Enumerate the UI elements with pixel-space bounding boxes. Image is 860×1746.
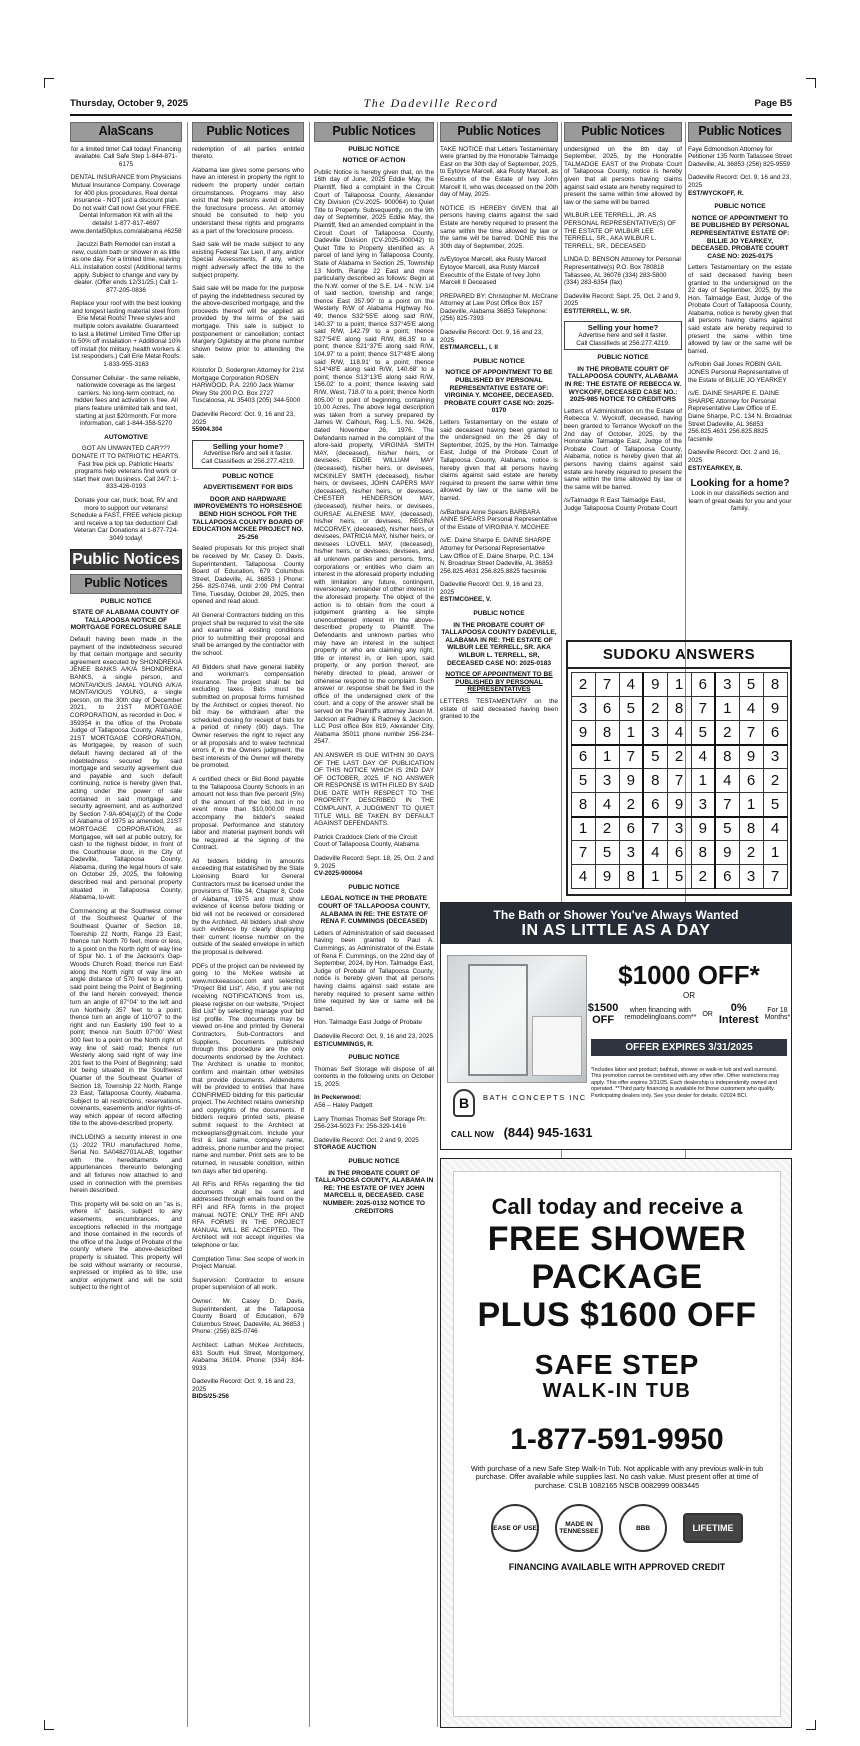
sudoku-cell: 1 (763, 841, 787, 865)
notice-text: Said sale will be made for the purpose of paying the indebtedness secured by the above-described mortgage, and the proceeds thereof will be applied as provided by the terms of the said mortgage. This sale is subject to postponement or cancellation; contact Margery Ogletsby at the phone number shown below prior to attending the sale. (192, 285, 304, 361)
category-heading: AUTOMOTIVE (104, 433, 148, 441)
ad-text: Consumer Cellular - the same reliable, nationwide coverage as the largest carriers. No long-term contract, no hidden fees and activation is free. All plans feature unlimited talk and text, starting at just $20/month. For more information, call 1-844-358-5270 (71, 374, 181, 428)
crop-mark-top-right (806, 78, 816, 88)
sudoku-cell: 3 (667, 817, 691, 841)
sudoku-cell: 1 (571, 817, 595, 841)
sudoku-cell: 8 (595, 721, 619, 745)
notice-text: A certified check or Bid Bond payable to the Tallapoosa County Schools in an amount not less than five percent (5%) of the amount of the bid, but in no event more than $10,000.00 must accompany the bidder's sealed proposal. Performance and statutory labor and material payment bonds will be required at the signing of the Contract. (192, 775, 304, 852)
sudoku-cell: 7 (715, 793, 739, 817)
sudoku-cell: 2 (619, 793, 643, 817)
notice-signature: PREPARED BY: Christopher M. McCrane Attorney at Law Post Office Box 157 Dadeville, Alabama 36853 Telephone: (256) 825-7393 (440, 292, 558, 323)
publication-dates: Dadeville Record: Oct. 9, 16 and 23, 2025 (192, 1378, 296, 1393)
bath-ad-phone: (844) 945-1631 (503, 1125, 593, 1140)
notice-label: PUBLIC NOTICE (348, 1054, 400, 1062)
tub-shape (532, 1016, 582, 1076)
paper-name: The Dadeville Record (363, 96, 499, 110)
sudoku-cell: 9 (763, 697, 787, 721)
notice-signature: WILBUR LEE TERRELL, JR. AS PERSONAL REPRESENTATIVE(S) OF THE ESTATE OF WILBUR LEE TERRELL, SR., AKA WILBUR L. TERRELL, SR., DECEASED (564, 212, 677, 250)
sudoku-cell: 5 (739, 673, 763, 697)
sudoku-cell: 8 (667, 697, 691, 721)
notice-text: A56 – Haley Padgett (314, 1102, 373, 1110)
section-header-public-notices: Public Notices (192, 122, 304, 142)
sudoku-cell: 1 (595, 745, 619, 769)
sudoku-cell: 9 (595, 865, 619, 889)
sudoku-cell: 2 (763, 769, 787, 793)
safe-step-offer-line: PACKAGE (531, 1258, 703, 1296)
publication-dates: Dadeville Record: Sept. 18, 25, Oct. 2 and 9, 2025 (314, 855, 434, 870)
publication-dates: Dadeville Record: Oct. 9, 16 and 23, 2025 (440, 329, 544, 344)
sudoku-cell: 3 (739, 865, 763, 889)
sudoku-cell: 3 (715, 673, 739, 697)
notice-code: EST/MCGHEE, V. (440, 596, 492, 604)
ad-text: Donate your car, truck, boat, RV and more to support our veterans! Schedule a FAST, FREE vehicle pickup and receive a top tax deduction! Call Veteran Car Donations at 1-877-724-3049 today! (70, 496, 182, 542)
sudoku-cell: 8 (715, 745, 739, 769)
notice-text: NOTICE IS HEREBY GIVEN that all persons having claims against the said Estate are hereby required to present the same within the time allowed by law or the same will be barred. DONE this the 30th day of September, 2025. (440, 204, 558, 250)
sudoku-cell: 6 (667, 841, 691, 865)
notice-text: redemption of all parties entitled thereto. (192, 145, 304, 161)
sudoku-cell: 9 (619, 769, 643, 793)
notice-code: BIDS/25-256 (192, 1393, 229, 1401)
sudoku-cell: 7 (595, 673, 619, 697)
notice-text: This property will be sold on an "as is, where is" basis, subject to any easements, encumbrances, and exceptions reflected in the mortgage and those contained in the records of the office of the Judge of Probate of the county where the above-described property is situated. This property will be sold without warranty or recourse, expressed or implied as to title, use and/or enjoyment and will be sold subject to the right of (70, 1200, 182, 1292)
sudoku-cell: 6 (691, 673, 715, 697)
sudoku-cell: 1 (715, 697, 739, 721)
sudoku-cell: 8 (763, 673, 787, 697)
notice-label: PUBLIC NOTICE (597, 354, 649, 362)
column-public-notices-2 (192, 122, 304, 1727)
column-rule (309, 122, 310, 1727)
notice-text: Commencing at the Southwest corner of the Southwest Quarter of the Southeast Quarter of Section 18, Township 22 North, Range 23 East; thence run North 70 feet, more or less, to a point on the North right of way line of Spur No. 1 of the Jackson's Gap-Woods Church Road; thence run East along the North right of way line an angle distance of 570 feet to a point, said point being the Point of Beginning of the land herein conveyed; thence turn an angle of 87°04' to the left and run Northerly 357 feet to a point; thence turn an angle of 110°07' to the right and run Easterly 190 feet to a point; thence run South 07°00' West 300 feet to a point on the North right of way line of said road; thence run Westerly along said right of way line 201 feet to the Point of Beginning; said lot being situated in the Southwest Quarter of the Southeast Quarter of Section 18, Township 22 North, Range 23 East, Tallapoosa County, Alabama. Subject to all restrictions, reservations, covenants, easements and/or rights-of-way which appear of record affecting title to the above-described property. (70, 907, 182, 1128)
sudoku-cell: 6 (763, 721, 787, 745)
column-alascans (70, 122, 182, 1727)
bath-ad-line2: IN AS LITTLE AS A DAY (521, 922, 711, 939)
sudoku-title: SUDOKU ANSWERS (568, 642, 790, 669)
notice-text: Letters Testamentary on the estate of said deceased having been granted to the undersigned on the 22 day of September, 2025, by the Hon. Talmadge East, Judge of the Probate Court of Tallapoosa County, Alabama, notice is hereby given that all persons having claims against said estate are hereby required to present the same within time allowed by law or the same will be barred. (688, 264, 792, 355)
ad-text: for a limited time! Call today! Financing available. Call Safe Step 1-844-871-6175 (70, 145, 182, 168)
notice-signature: LINDA D. BENSON Attorney for Personal Representative(s) P.O. Box 780818 Tallassee, AL 36078 (334) 283-5800 (334) 283-6354 (fax) (564, 256, 681, 287)
notice-label: ADVERTISEMENT FOR BIDS (203, 484, 293, 492)
sudoku-cell: 3 (571, 697, 595, 721)
bath-concepts-logo-mark: B (453, 1089, 475, 1117)
sudoku-cell: 4 (619, 673, 643, 697)
sudoku-answers (566, 640, 792, 896)
bath-concepts-logo-name: BATH CONCEPTS INC (483, 1093, 587, 1102)
section-header-public-notices: Public Notices (688, 122, 792, 142)
notice-code: EST/TERRELL, W. SR. (564, 307, 632, 315)
safe-step-badges (454, 1504, 780, 1552)
sudoku-row (571, 745, 787, 769)
publication-dates: Dadeville Record: Oct. 9, 16 and 23, 2025 (440, 581, 544, 596)
sudoku-cell: 4 (739, 697, 763, 721)
sudoku-cell: 5 (715, 817, 739, 841)
notice-text: Letters of Administration on the Estate of Rebecca V. Wyckoff, deceased, having been granted to Terrance Wyckoff on the 2nd day of October, 2025, by the Honorable Talmadge East, Judge of the Probate Court of Tallapoosa County, Alabama, notice is hereby given that all persons having claims against said estate are hereby required to present the same within the time allowed by law or the same will be barred. (564, 407, 682, 491)
notice-text: All bidders bidding in amounts exceeding that established by the State Licensing Board for General Contractors must be licensed under the provisions of Title 34, Chapter 8, Code of Alabama, 1975 and must show evidence of license before bidding or bid will not be received or considered by the Architect. All bidders shall show such evidence by clearly displaying their current license number on the outside of the sealed envelope in which the proposal is delivered. (192, 857, 304, 956)
notice-label: PUBLIC NOTICE (714, 203, 766, 211)
financing-options (587, 1002, 791, 1026)
sudoku-row (571, 769, 787, 793)
sudoku-cell: 4 (571, 865, 595, 889)
notice-text: Thomas Self Storage will dispose of all contents in the following units on October 15, 2025: (314, 1065, 434, 1088)
notice-title: IN THE PROBATE COURT OF TALLAPOOSA COUNTY, ALABAMA IN RE: THE ESTATE OF REBECCA W. WYCKOFF, DECEASED CASE NO.: 2025-985 NOTICE TO CREDITORS (564, 365, 682, 404)
sudoku-cell: 7 (739, 721, 763, 745)
sudoku-cell: 6 (571, 745, 595, 769)
notice-text: Alabama law gives some persons who have an interest in property the right to redeem the property under certain circumstances. Programs may also exist that help persons avoid or delay the foreclosure process. An attorney should be consulted to help you understand these rights and programs as a part of the foreclosure process. (192, 166, 304, 235)
notice-code: EST/WYCKOFF, R. (688, 189, 744, 197)
notice-title: NOTICE OF ACTION (342, 157, 406, 165)
sudoku-cell: 1 (739, 793, 763, 817)
publication-dates: Dadeville Record: Sept. 25, Oct. 2 and 9, 2025 (564, 292, 681, 308)
offer-amount: $1000 OFF* (618, 960, 760, 990)
notice-label: PUBLIC NOTICE (348, 1158, 400, 1166)
sudoku-row (571, 721, 787, 745)
sudoku-cell: 2 (571, 673, 595, 697)
sudoku-cell: 4 (715, 769, 739, 793)
sudoku-cell: 3 (691, 793, 715, 817)
sudoku-cell: 2 (643, 697, 667, 721)
sudoku-cell: 7 (691, 697, 715, 721)
safe-step-terms: With purchase of a new Safe Step Walk-In Tub. Not applicable with any previous walk-in tub purchase. Offer available while supplies last. No cash value. Must present offer at time of purchase. CSLB 1082165 NSCB 0082999 0083445 (470, 1464, 764, 1490)
sudoku-cell: 4 (763, 817, 787, 841)
sudoku-cell: 9 (667, 793, 691, 817)
bath-ad-line1: The Bath or Shower You've Always Wanted (493, 908, 739, 922)
bath-ad-fine-print: *Includes labor and product; bathtub, shower or walk-in tub and wall surround. This promotion cannot be combined with any other offer. Other restrictions may apply. This offer expires 3/31/25. Each dealership is independently owned and operated. **Third party financing is available for those customers who qualify. Participating dealers only. See your dealer for details. ©2024 BCI. (591, 1067, 780, 1099)
notice-text: AN ANSWER IS DUE WITHIN 30 DAYS OF THE LAST DAY OF PUBLICATION OF THIS NOTICE WHICH IS 2ND DAY OF OCTOBER, 2025. IF NO ANSWER OR RESPONSE IS WITH FILED BY SAID DUE DATE WITH RESPECT TO THE PROPERTY DESCRIBED IN THE COMPLAINT, A JUDGMENT TO QUIET TITLE WILL BE TAKEN BY DEFAULT AGAINST DEFENDANTS. (314, 751, 434, 828)
sudoku-cell: 5 (667, 865, 691, 889)
call-now-label: CALL NOW (451, 1130, 494, 1139)
notice-signature: Larry Thomas Thomas Self Storage Ph: 256-234-5023 Fx: 256-329-1416 (314, 1115, 427, 1131)
sudoku-cell: 8 (643, 769, 667, 793)
section-header-public-notices: Public Notices (564, 122, 682, 142)
selling-home-box (564, 321, 682, 350)
notice-signature: /s/Barbara Anne Spears BARBARA ANNE SPEARS Personal Representative of the Estate of VIRGINIA Y. MCGHEE (440, 508, 558, 531)
sudoku-cell: 9 (739, 745, 763, 769)
public-notices-banner: Public Notices (70, 549, 182, 571)
notice-text: Completion Time: See scope of work in Project Manual. (192, 1255, 304, 1271)
notice-text: Letters of Administration of said deceased having been granted to Paul A. Cummings, as Administrator of the Estate of Rena F. Cummings, on the 22nd day of September, 2024, by Hon. Talmadge East, Judge of Probate of Tallapoosa County, notice is hereby given that all persons having claims against said estate are hereby required to present same within time required by law or same will be barred. (314, 929, 434, 1013)
sudoku-cell: 6 (595, 697, 619, 721)
notice-code: 55904.304 (192, 426, 223, 434)
sudoku-cell: 7 (619, 745, 643, 769)
sudoku-cell: 9 (643, 673, 667, 697)
selling-home-text: Advertise here and sell it faster. (578, 332, 668, 340)
sudoku-cell: 4 (643, 841, 667, 865)
selling-home-phone: Call Classifieds at 256.277.4219. (576, 339, 670, 347)
notice-signature: Faye Edmondson Attorney for Petitioner 135 North Tallassee Street Dadeville, AL 36853 (256) 825-9559 (688, 145, 792, 168)
bath-ad-header (441, 903, 791, 944)
notice-text: PDFs of the project can be reviewed by going to the McKee website at www.mckeeassoc.com and selecting "Project Bid List". Also, if you are not receiving NOTIFICATIONS from us, please register on our website, "Project Bid List" by selecting manage your bid list profile. The documents may be viewed on-line and printed by General Contractors, Sub-Contractors and Suppliers. Documents published through this procedure are the only documents endorsed by the Architect. The Architect is unable to monitor, confirm and maintain other websites that provide documents. Addendums will be provided to entities that have CONFIRMED bidding for this particular project. The Architect retains ownership and copyrights of the documents. If bidders require printed sets, please submit request to the Architect at mckeeplans@gmail.com. Include your first & last name, company name, address, phone number and the project name and number. Print sets are to be returned, in reusable condition, within ten days after bid opening. (192, 962, 304, 1175)
sudoku-cell: 5 (763, 793, 787, 817)
notice-text: Sealed proposals for this project shall be received by Mr. Casey D. Davis, Superintendent, Tallapoosa County Board of Education, 679 Columbus Street, Dadeville, AL 36853 | Phone: 256- 825-0746, until 2:00 PM Central Time, Tuesday, October 28, 2025, then opened and read aloud. (192, 545, 304, 606)
notice-signature: /s/Eytoyce Marcell, aka Rusty Marcell Eytoyce Marcell, aka Rusty Marcell Executrix of the Estate of Ivey John Marcell II Deceased (440, 256, 547, 287)
sudoku-cell: 3 (763, 745, 787, 769)
notice-title: STATE OF ALABAMA COUNTY OF TALLAPOOSA NOTICE OF MORTGAGE FORECLOSURE SALE (70, 609, 182, 632)
notice-title: IN THE PROBATE COURT OF TALLAPOOSA COUNTY DADEVILLE, ALABAMA IN RE: THE ESTATE OF WILBUR LEE TERRELL, SR. AKA WILBUR L. TERRELL, SR, DECEASED CASE NO: 2025-0183 (441, 621, 557, 667)
sudoku-cell: 8 (691, 841, 715, 865)
sudoku-cell: 4 (595, 793, 619, 817)
notice-title: NOTICE OF APPOINTMENT TO BE PUBLISHED BY PERSONAL REPRESENTATIVE ESTATE OF: BILLIE JO YEARKEY, DECEASED. PROBATE COURT CASE NO: 2025-0175 (690, 214, 790, 260)
safe-step-ad (440, 1158, 792, 1728)
notice-code: EST/YEARKEY, B. (688, 464, 743, 472)
section-header-public-notices: Public Notices (70, 574, 182, 594)
sudoku-cell: 7 (643, 817, 667, 841)
ad-text: DENTAL INSURANCE from Physicians Mutual Insurance Company. Coverage for 400 plus procedures. Real dental insurance - NOT just a discount plan. Do not wait! Call now! Get your FREE Dental Information Kit with all the details! 1-877-817-4697 www.dental50plus.com/alabama #6258 (70, 174, 182, 235)
notice-signature: /s/Robin Gail Jones ROBIN GAIL JONES Personal Representative of the Estate of BILLIE JO YEARKEY (688, 361, 789, 384)
sudoku-cell: 7 (571, 841, 595, 865)
sudoku-cell: 1 (619, 721, 643, 745)
ease-of-use-badge: EASE OF USE (491, 1504, 539, 1552)
column-rule (187, 122, 188, 1727)
sudoku-cell: 5 (571, 769, 595, 793)
sudoku-cell: 3 (595, 769, 619, 793)
sudoku-cell: 2 (667, 745, 691, 769)
sudoku-cell: 8 (571, 793, 595, 817)
masthead (70, 96, 792, 112)
notice-label: PUBLIC NOTICE (100, 597, 152, 605)
lifetime-warranty-badge: LIFETIME (683, 1513, 743, 1543)
notice-text: Default having been made in the payment of the indebtedness secured by that certain mortgage and security agreement executed by SHONDREKIA JENEE BANKS A/K/A SHONDREKA BANKS, a single person, and MONTAVIOUS JAMAL YOUNG A/K/A MONTAVIOUS YOUNG, a single person, on the 30th day of December 2021, to 21ST MORTGAGE CORPORATION, as recorded in Doc. # 359354 in the office of the Probate Judge of Tallapoosa County, Alabama, 21ST MORTGAGE CORPORATION, as Mortgagee, by reason of such default having declared all of the indebtedness secured by said mortgage and security agreement due and payable and such default continuing, notice is hereby given that, acting under the power of sale contained in said mortgage and security agreement, and as authorized by Section 7-9A-604(a)(2) of the Code of Alabama of 1975 as amended, 21ST MORTGAGE CORPORATION, as Mortgagee, will sell at public outcry, for cash to the highest bidder, in front of the Courthouse door, in the City of Dadeville, Tallapoosa County, Alabama, during the legal hours of sale on October 29, 2025, the following described real and personal property situated in Tallapoosa County, Alabama, to-wit: (70, 636, 182, 902)
column-rule (437, 122, 438, 1727)
publication-dates: Dadeville Record: Oct. 9, 16 and 23, 2025 (688, 174, 792, 189)
selling-home-text: Advertise here and sell it faster. (203, 450, 293, 458)
sudoku-cell: 7 (763, 865, 787, 889)
interest-offer-detail: For 18 Months* (764, 1007, 791, 1021)
notice-label: PUBLIC NOTICE (222, 472, 274, 480)
sudoku-cell: 1 (691, 769, 715, 793)
sudoku-cell: 5 (619, 697, 643, 721)
sudoku-cell: 6 (715, 865, 739, 889)
safe-step-offer-line: PLUS $1600 OFF (477, 1296, 757, 1334)
sudoku-cell: 8 (739, 817, 763, 841)
notice-label: PUBLIC NOTICE (473, 357, 525, 365)
sudoku-row (571, 697, 787, 721)
made-in-tennessee-badge: MADE IN TENNESSEE (555, 1504, 603, 1552)
sudoku-cell: 6 (619, 817, 643, 841)
notice-text: undersigned on the 8th day of September, 2025, by the Honorable TALMADGE EAST of the Probate Court of Tallapoosa County, notice is hereby given that all persons having claims against said estate are hereby required to present the same within time allowed by law or the same will be barred. (564, 145, 682, 206)
safe-step-logo: SAFE STEP (534, 1349, 700, 1380)
crop-mark-bottom-right (806, 1720, 816, 1730)
sudoku-cell: 3 (619, 841, 643, 865)
section-header-public-notices: Public Notices (314, 122, 434, 142)
offer-or: OR (683, 991, 695, 1000)
sudoku-cell: 3 (643, 721, 667, 745)
notice-title: NOTICE OF APPOINTMENT TO BE PUBLISHED BY PERSONAL REPRESENTATIVE ESTATE OF: VIRGINIA Y. MCGHEE, DECEASED. PROBATE COURT CASE NO: 2025-0170 (444, 369, 554, 415)
notice-text: TAKE NOTICE that Letters Testamentary were granted by the Honorable Talmadge East on the 30th day of September, 2025, to Eytoyce Marcell, aka Rusty Marcell, as Executrix of the Estate of Ivey John Marcell II, who was deceased on the 20th day of May, 2025. (440, 145, 558, 199)
financing-offer: $1500 OFF (587, 1002, 619, 1026)
sudoku-cell: 2 (691, 865, 715, 889)
sudoku-grid (571, 672, 788, 889)
masthead-rule (70, 114, 792, 116)
sudoku-cell: 7 (667, 769, 691, 793)
bath-concepts-ad (440, 902, 792, 1150)
sudoku-cell: 1 (667, 673, 691, 697)
ad-text: Jacuzzi Bath Remodel can install a new, custom bath or shower in as little as one day. For a limited time, waiving ALL installation costs! (Additional terms apply. Subject to change and vary by dealer. (Offer ends 12/31/25.) Call 1-877-205-0836 (70, 241, 182, 294)
sudoku-cell: 6 (643, 793, 667, 817)
safe-step-phone: 1-877-591-9950 (510, 1423, 724, 1456)
offer-expiry: OFFER EXPIRES 3/31/2025 (591, 1039, 787, 1056)
column-public-notices-5 (564, 122, 682, 634)
notice-text: In Peckerwood: (314, 1094, 362, 1102)
sudoku-cell: 4 (691, 745, 715, 769)
financing-offer-detail: when financing with remodelingloans.com** (624, 1007, 697, 1021)
notice-code: CV-2025-900064 (314, 870, 363, 878)
sudoku-row (571, 817, 787, 841)
sudoku-cell: 8 (619, 865, 643, 889)
bathroom-photo (447, 955, 587, 1083)
safe-step-ad-body (453, 1171, 781, 1717)
sudoku-cell: 1 (643, 865, 667, 889)
sudoku-cell: 9 (571, 721, 595, 745)
notice-signature: Kristofor D. Sodergren Attorney for 21st Mortgage Corporation ROSEN HARWOOD, P.A. 2200 Jack Warner Pkwy Ste 200 P.O. Box 2727 Tuscaloosa, AL 35403 (205) 344-5000 (192, 367, 304, 405)
column-public-notices-6 (688, 122, 792, 634)
notice-text: Public Notice is hereby given that, on the 16th day of June, 2025 Eddie May, the Plaintiff, filed a complaint in the Circuit Court of Tallapoosa County, Alexander City Division (CV-2025- 900064) to Quiet Title to Property. Subsequently, on the 9th day of September, 2025 Eddie May, the Plaintiff, filed an amended complaint in the Circuit Court of Tallapoosa County, Dadeville Division (CV-2025-000042) to Quiet Title to Property identified as: A parcel of land lying in Tallapoosa County, State of Alabama in Section 25, Township 13 North, Range 22 East and more particularly described as follows: Begin at the N.W. corner of the S.E. 1/4 - N.W. 1/4 of said section, township and range; thence East 357.90' to a point on the Westerly R/W of Alabama Highway No. 49; thence S32°55'E along said R/W, 140.37' to a point; thence S37°45'E along said R/W, 142.79' to a point; thence S27°54'E along said R/W, 86.35' to a point; thence S21°37'E along said R/W, 104.97' to a point; thence S17°48'E along said R/W, 118.91' to a point; thence S14°48'E along said R/W, 140.68' to a point; thence S13°13'E along said R/W, 156.02' to a point; thence leaving said R/W, West, 718.0' to a point; thence North 805.00' to point of beginning, containing 10.00 Acres. The above legal description was taken from a survey prepared by James W. Calhoun, Reg. L.S. No. 9426, dated November 26, 1976. The Defendants named in the complaint of the afore-said property, VIRGINIA SMITH MAY, (deceased), his/her heirs, or devisees, EDDIE WILLIAM MAY (deceased), his/her heirs, or devisees, MCKINLEY SMITH (deceased), his/her heirs, or devisees, JOHN CAPERS MAY (deceased), his/her heirs, or devisees, CHESTER HENDERSON MAY, (deceased), his/her heirs, or devisees, GURSAE ALENESE MAY, (deceased), his/her heirs, or devisees, REGINA MCCORVEY, (deceased), his/her heirs, or devisees, PATRICIA MAY, his/her heirs, or devisees LOVELL MAY, (deceased), his/her heirs, or devisees, devisees, and all unknown parties and persons, firms, corporations or entities who claim an interest in the aforesaid property including with limitation any future, contingent, reversionary, remainder of other interest in the aforesaid property. The object of the action is to obtain from the court a judgement granting a fee simple unencumbered interest in the above-described property to Plaintiff. The Defendants and unknown parties who may have an interest in the subject property or who are claiming any right, title or interest in, or lien upon, said property, or any portion thereof, are hereby directed to plead, answer or otherwise respond to the complaint. Such answer or response shall be filed in the office of the undersigned clerk of the court, and a copy of the answer shall be served on the Plaintiff's attorney Jason M. Jackson at Radney & Radney & Jackson, LLC Post office Box 819, Alexander City, Alabama 35011 phone number 256-234-2547. (314, 168, 434, 746)
ad-text: GOT AN UNWANTED CAR??? DONATE IT TO PATRIOTIC HEARTS. Fast free pick up. Patriotic Hearts' programs help veterans find work or start their own business. Call 24/7: 1-833-426-0193 (71, 445, 181, 491)
sudoku-row (571, 841, 787, 865)
sudoku-cell: 5 (691, 721, 715, 745)
notice-text: All General Contractors bidding on this project shall be required to visit the site and examine all existing conditions prior to submitting their proposal and shall be arranged by the contractor with the school. (192, 612, 304, 658)
notice-signature: Hon. Talmadge East Judge of Probate (314, 1019, 422, 1027)
notice-label: PUBLIC NOTICE (473, 610, 525, 618)
safe-step-headline: Call today and receive a (491, 1194, 743, 1219)
notice-text: Owner: Mr. Casey D. Davis, Superintendent, at the Tallapoosa County Board of Education, 679 Columbus Street, Dadeville, AL 36853 | Phone: (256) 825-0746 (192, 1297, 304, 1336)
bath-ad-call (451, 1125, 593, 1140)
looking-for-home-text: Look in our classifieds section and learn of great deals for you and your family. (688, 490, 792, 513)
notice-text: Architect: Lathan McKee Architects, 631 South Hull Street, Montgomery, Alabama 36104. Phone: (334) 834-9933 (192, 1341, 304, 1372)
sudoku-cell: 2 (595, 817, 619, 841)
notice-text: Said sale will be made subject to any existing Federal Tax Lien, if any, and/or Special Assessments, if any, which might adversely affect the title to the subject property. (192, 241, 304, 279)
column-public-notices-3 (314, 122, 434, 1727)
shower-door-shape (468, 964, 528, 1076)
looking-for-home-box (688, 478, 792, 513)
looking-for-home-title: Looking for a home? (690, 478, 790, 490)
notice-title: NOTICE OF APPOINTMENT TO BE PUBLISHED BY PERSONAL REPRESENTATIVES (445, 671, 553, 694)
selling-home-title: Selling your home? (587, 323, 659, 333)
selling-home-box (192, 440, 304, 469)
notice-text: All RFIs and RFAs regarding the bid documents shall be sent and addressed through emails found on the RFI and RFA forms in the project manual. NOTE: ONLY THE RFI AND RFA FORMS IN THE PROJECT MANUAL WILL BE ACCEPTED. The Architect will not accept inquiries via telephone or fax. (192, 1181, 304, 1249)
offer-or: OR (702, 1010, 713, 1018)
safe-step-financing: FINANCING AVAILABLE WITH APPROVED CREDIT (508, 1562, 726, 1573)
notice-code: EST/MARCELL, I. II (440, 344, 498, 352)
safe-step-offer-line: FREE SHOWER (487, 1220, 747, 1258)
notice-signature: /s/Talmadge R East Talmadge East, Judge Tallapoosa County Probate Court (564, 497, 678, 512)
page-number: Page B5 (754, 98, 792, 109)
selling-home-phone: Call Classifieds at 256.277.4219. (201, 457, 295, 465)
publication-dates: Dadeville Record: Oct. 2 and 9, 2025 (314, 1136, 419, 1144)
notice-text: All Bidders shall have general liability and workman's compensation insurance. The project shall be bid excluding taxes. Bids must be submitted on proposal forms furnished by the Architect or copies thereof. No bid may be withdrawn after the scheduled closing for receipt of bids for a period of ninety (90) days. The Owner reserves the right to reject any or all proposals and to waive technical errors if, in the Owners judgment, the best interests of the Owner will thereby be promoted. (192, 663, 304, 770)
notice-title: LEGAL NOTICE IN THE PROBATE COURT OF TALLAPOOSA COUNTY, ALABAMA IN RE: THE ESTATE OF RENA F. CUMMINGS (DECEASED) (318, 895, 430, 926)
notice-signature: /s/E. Daine Sharpe E. DAINE SHARPE Attorney for Personal Representative Law Office of E. Daine Sharpe, P.C. 134 N. Broadnax Street Dadeville, AL 36853 256.825.4631 256.825.8825 facsimile (440, 537, 554, 575)
sudoku-cell: 2 (715, 721, 739, 745)
sudoku-cell: 9 (715, 841, 739, 865)
sudoku-row (571, 673, 787, 697)
notice-signature: /s/E. DAINE SHARPE E. DAINE SHARPE Attorney for Personal Representative Law Office of E. Daine Sharpe, P.C. 134 N. Broadnax Street Dadeville, AL 36853 256.825.4631 256.825.8825 facsimile (688, 390, 792, 443)
notice-title: IN THE PROBATE COURT OF TALLAPOOSA COUNTY, ALABAMA IN RE: THE ESTATE OF IVEY JOHN MARCELL II, DECEASED. CASE NUMBER: 2025-0132 NOTICE TO CREDITORS (314, 1169, 434, 1215)
publication-dates: Dadeville Record: Oct. 2 and 16, 2025 (688, 449, 781, 464)
sudoku-cell: 4 (667, 721, 691, 745)
issue-date: Thursday, October 9, 2025 (70, 98, 189, 109)
bath-concepts-logo (451, 1089, 591, 1119)
ad-text: Replace your roof with the best looking and longest lasting material steel from Erie Metal Roofs! Three styles and multiple colors available. Guaranteed to last a lifetime! Limited Time Offer up to 50% off installation + Additional 10% off install (for military, health workers & 1st responders.) Call Erie Metal Roofs: 1-833-955-3163 (70, 300, 182, 369)
selling-home-title: Selling your home? (212, 441, 284, 451)
sudoku-cell: 5 (643, 745, 667, 769)
crop-mark-top-left (44, 78, 54, 88)
publication-dates: Dadeville Record: Oct. 9, 16 and 23, 2025 (192, 411, 296, 426)
sudoku-cell: 9 (691, 817, 715, 841)
safe-step-logo-sub: WALK-IN TUB (542, 1380, 692, 1402)
notice-text: Letters Testamentary on the estate of said deceased having been granted to the undersigned on the 26 day of September, 2025, by the Hon. Talmadge East, Judge of the Probate Court of Tallapoosa County, Alabama, notice is hereby given that all persons having claims against said estate are hereby required to present the same within time allowed by law or the same will be barred. (440, 419, 558, 502)
interest-offer: 0% Interest (718, 1002, 759, 1026)
notice-label: PUBLIC NOTICE (348, 145, 400, 153)
crop-mark-bottom-left (44, 1720, 54, 1730)
notice-text: Supervision: Contractor to ensure proper supervision of all work. (192, 1276, 304, 1292)
notice-text: INCLUDING a security interest in one (1) 2022 TRU manufactured home, Serial No. SA0482701ALAB; together with the hereditaments and appurtenances thereunto belonging and all fixtures now attached to and used in connection with the premises herein described. (70, 1134, 182, 1195)
bbb-badge: BBB (619, 1504, 667, 1552)
sudoku-cell: 5 (595, 841, 619, 865)
notice-code: EST/CUMMINGS, R. (314, 1040, 374, 1048)
sudoku-row (571, 865, 787, 889)
notice-label: PUBLIC NOTICE (348, 883, 400, 891)
bath-offer (587, 960, 791, 1026)
sudoku-cell: 2 (739, 841, 763, 865)
sudoku-row (571, 793, 787, 817)
sudoku-cell: 6 (739, 769, 763, 793)
notice-title: DOOR AND HARDWARE IMPROVEMENTS TO HORSESHOE BEND HIGH SCHOOL FOR THE TALLAPOOSA COUNTY BOARD OF EDUCATION MCKEE PROJECT NO. 25-256 (192, 495, 304, 541)
section-header-public-notices: Public Notices (440, 122, 558, 142)
notice-text: LETTERS TESTAMENTARY on the estate of said deceased having been granted to the (440, 698, 558, 721)
notice-signature: Patrick Craddock Clerk of the Circuit Court of Tallapoosa County, Alabama (314, 833, 419, 849)
section-header-alascans: AlaScans (70, 122, 182, 142)
publication-dates: Dadeville Record: Oct. 9, 16 and 23, 2025 (314, 1032, 434, 1040)
notice-code: STORAGE AUCTION (314, 1144, 377, 1152)
